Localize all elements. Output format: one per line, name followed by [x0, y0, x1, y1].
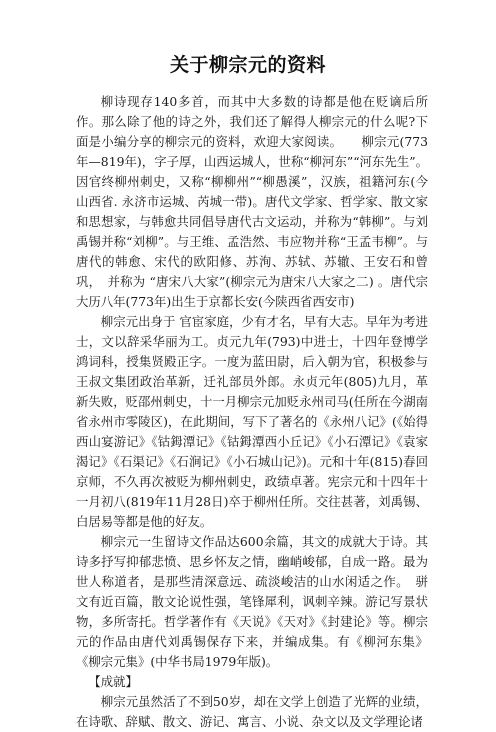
paragraph-career: 柳宗元出身于 官宦家庭，少有才名，早有大志。早年为考进士，文以辞采华丽为工。贞元九年(793)中进士，十四年登博学鸿词科，授集贤殿正字。一度为蓝田尉，后入朝为官，积极参与王叔文集团政治革新，迁礼部员外郎。永贞元年(805)九月，革新失败，贬邵州刺史，十一月柳宗元加贬永州司马(任所在今湖南省永州市零陵区)，在此期间，写下了著名的《永州八记》(《始得西山宴游记》《钴鉧潭记》《钴鉧潭西小丘记》《小石潭记》《袁家渴记》《石渠记》《石涧记》《小石城山记》)。元和十年(815)春回京师，不久再次被贬为柳州刺史，政绩卓著。宪宗元和十四年十一月初八(819年11月28日)卒于柳州任所。交往甚著，刘禹锡、白居易等都是他的好友。 [76, 314, 428, 529]
paragraph-achievements: 柳宗元虽然活了不到50岁，却在文学上创造了光辉的业绩，在诗歌、辞赋、散文、游记、寓言、小说、杂文以及文学理论诸 [76, 694, 428, 729]
document-body [76, 92, 428, 732]
paragraph-intro: 柳诗现存140多首，而其中大多数的诗都是他在贬谪后所作。那么除了他的诗之外，我们还了解得人柳宗元的什么呢?下面是小编分享的柳宗元的资料，欢迎大家阅读。 柳宗元(773年—819年)，字子厚，山西运城人，世称“柳河东”“河东先生”。因官终柳州刺史，又称“柳柳州”“柳愚溪”，汉族，祖籍河东(今山西省. 永济市运城、芮城一带)。唐代文学家、哲学家、散文家和思想家，与韩愈共同倡导唐代古文运动，并称为“韩柳”。与刘禹锡并称“刘柳”。与王维、孟浩然、韦应物并称“王孟韦柳”。与唐代的韩愈、宋代的欧阳修、苏洵、苏轼、苏辙、王安石和曾巩， 并称为 “唐宋八大家”(柳宗元为唐宋八大家之二) 。唐代宗大历八年(773年)出生于京都长安(今陕西省西安市) [76, 94, 428, 309]
paragraph-works: 柳宗元一生留诗文作品达600余篇，其文的成就大于诗。其诗多抒写抑郁悲愤、思乡怀友之情，幽峭峻郁，自成一路。最为世人称道者，是那些清深意远、疏淡峻洁的山水闲适之作。 骈文有近百篇，散文论说性强，笔锋犀利，讽刺辛辣。游记写景状物，多所寄托。哲学著作有《天说》《天对》《封建论》等。柳宗元的作品由唐代刘禹锡保存下来，并编成集。有《柳河东集》《柳宗元集》(中华书局1979年版)。 [76, 534, 428, 669]
section-heading-achievements: 【成就】 [88, 674, 138, 689]
page-title: 关于柳宗元的资料 [169, 54, 326, 76]
